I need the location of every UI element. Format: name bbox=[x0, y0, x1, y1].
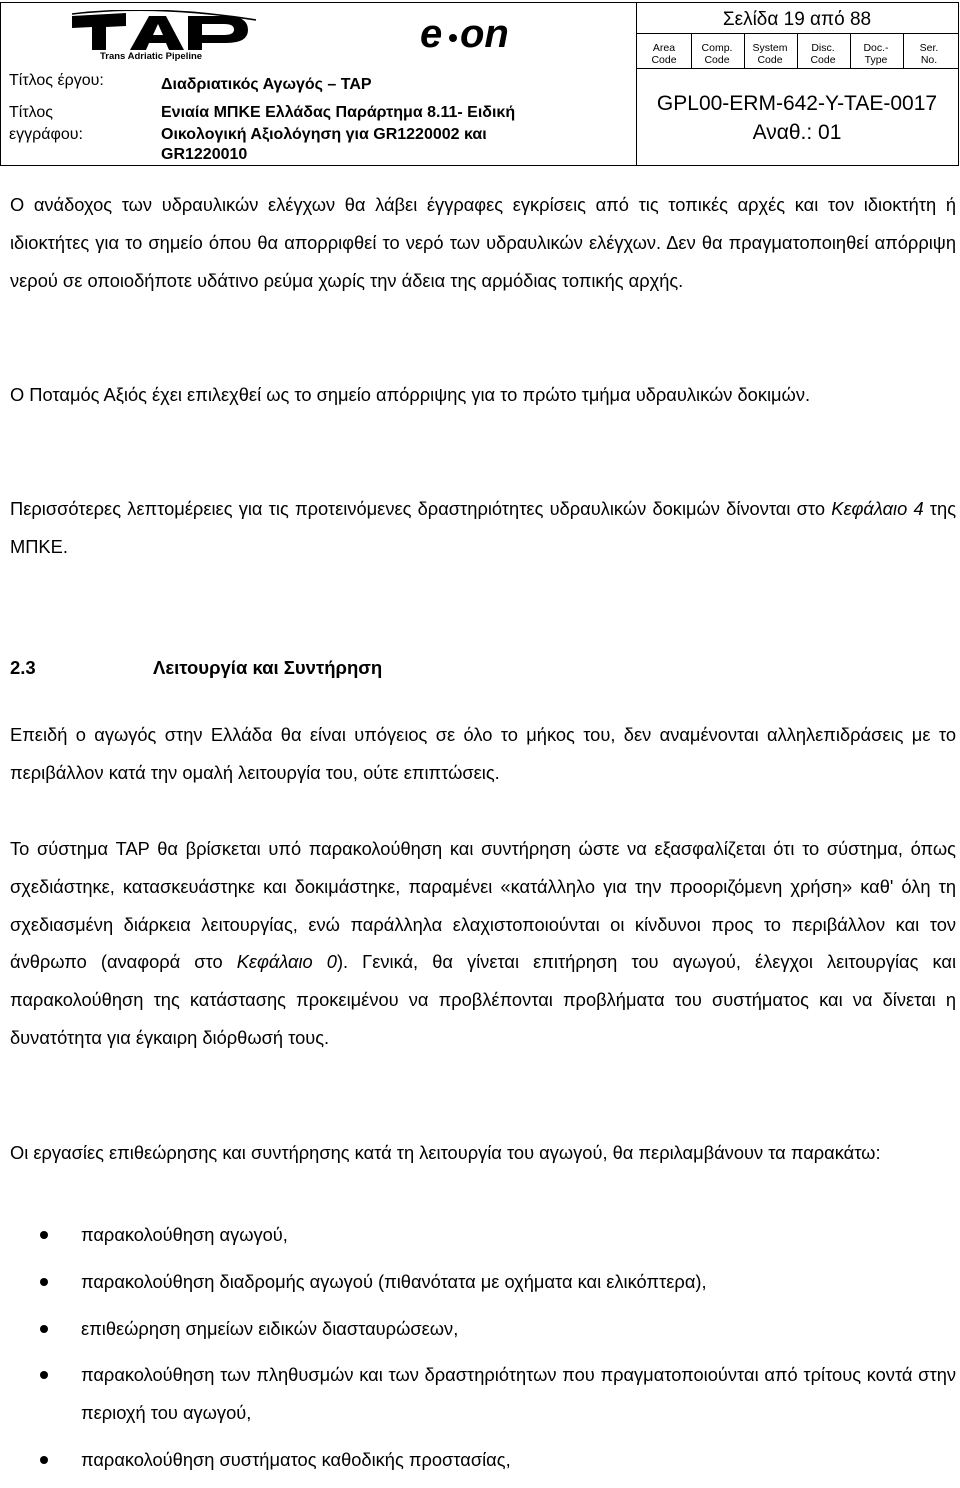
list-item bbox=[0, 1441, 960, 1479]
code-header-line: No. bbox=[920, 54, 938, 66]
section-title: Λειτουργία και Συντήρηση bbox=[153, 657, 383, 678]
code-header-doc-type bbox=[851, 42, 901, 66]
list-item bbox=[0, 1263, 960, 1301]
svg-text:on: on bbox=[460, 14, 509, 56]
code-row-divider bbox=[636, 68, 959, 69]
inspection-task-list bbox=[0, 1216, 960, 1488]
paragraph-further-details bbox=[10, 490, 956, 566]
code-header-line: Code bbox=[810, 54, 836, 66]
paragraph-underground-pipeline: Επειδή ο αγωγός στην Ελλάδα θα είναι υπόγειος σε όλο το μήκος του, δεν αναμένονται αλληλεπιδράσεις με το περιβάλλον κατά την ομαλή λειτουργία του, ούτε επιπτώσεις. bbox=[10, 724, 956, 783]
list-item-text: παρακολούθηση των πληθυσμών και των δραστηριότητων που πραγματοποιούνται από τρίτους κοντά στην περιοχή του αγωγού, bbox=[81, 1364, 956, 1424]
bullet-icon bbox=[40, 1231, 48, 1239]
code-header-ser-no bbox=[904, 42, 954, 66]
page-number: Σελίδα 19 από 88 bbox=[722, 9, 872, 30]
bullet-icon bbox=[40, 1371, 48, 1379]
code-header-line: Code bbox=[757, 54, 783, 66]
document-title-label-2: εγγράφου: bbox=[9, 126, 83, 143]
list-item bbox=[0, 1216, 960, 1254]
header-divider bbox=[636, 2, 637, 166]
paragraph-inspection-tasks: Οι εργασίες επιθεώρησης και συντήρησης κατά τη λειτουργία του αγωγού, θα περιλαμβάνουν τα παρακάτω: bbox=[10, 1142, 881, 1163]
chapter-reference: Κεφάλαιο 0 bbox=[236, 951, 337, 973]
bullet-icon bbox=[40, 1325, 48, 1333]
chapter-reference: Κεφάλαιο 4 bbox=[831, 498, 924, 519]
code-header-line: Comp. bbox=[701, 42, 733, 54]
svg-text:e: e bbox=[420, 14, 443, 56]
tap-tagline: Trans Adriatic Pipeline bbox=[100, 51, 203, 62]
code-header-comp bbox=[692, 42, 742, 66]
code-header-line: System bbox=[752, 42, 788, 54]
paragraph-text: Περισσότερες λεπτομέρειες για τις προτεινόμενες δραστηριότητες υδραυλικών δοκιμών δίνονται στο bbox=[10, 498, 832, 519]
list-item-text: παρακολούθηση αγωγού, bbox=[81, 1224, 288, 1245]
paragraph-axios-river: Ο Ποταμός Αξιός έχει επιλεχθεί ως το σημείο απόρριψης για το πρώτο τμήμα υδραυλικών δοκιμών. bbox=[10, 384, 811, 405]
header-border-right bbox=[958, 2, 959, 166]
header-border-left bbox=[0, 2, 1, 166]
paragraph-monitoring-maintenance bbox=[10, 830, 956, 1057]
code-header-disc bbox=[798, 42, 848, 66]
document-title-label: Τίτλος bbox=[9, 104, 54, 121]
code-header-line: Type bbox=[864, 54, 888, 66]
section-number: 2.3 bbox=[10, 657, 36, 678]
paragraph-text: ). Γενικά, θα γίνεται επιτήρηση του αγωγού, έλεγχοι λειτουργίας και παρακολούθηση της κατάστασης προκειμένου να προβλέπονται προβλήματα του συστήματος και να δίνεται η δυνατότητα για έγκαιρη διόρθωσή τους. bbox=[10, 951, 956, 1048]
eon-logo bbox=[420, 14, 540, 56]
project-title-label: Τίτλος έργου: bbox=[9, 72, 104, 89]
paragraph-text: Το σύστημα TAP θα βρίσκεται υπό παρακολούθηση και συντήρηση ώστε να εξασφαλίζεται ότι το σύστημα, όπως σχεδιάστηκε, κατασκευάστηκε και δοκιμάστηκε, παραμένει «κατάλληλο για την προοριζόμενη χρήση» καθ' όλη τη σχεδιασμένη διάρκεια λειτουργίας, ενώ παράλληλα ελαχιστοποιούνται οι κίνδυνοι προς το περιβάλλον και τον άνθρωπο (αναφορά στο bbox=[10, 838, 956, 973]
document-title-line-3: GR1220010 bbox=[161, 146, 248, 163]
code-header-line: Area bbox=[652, 42, 676, 54]
code-header-line: Disc. bbox=[811, 42, 835, 54]
header-border-top bbox=[0, 2, 959, 3]
bullet-icon bbox=[40, 1278, 48, 1286]
code-header-area bbox=[639, 42, 689, 66]
paragraph-discharge-approvals: Ο ανάδοχος των υδραυλικών ελέγχων θα λάβει έγγραφες εγκρίσεις από τις τοπικές αρχές και τον ιδιοκτήτη ή ιδιοκτήτες για το σημείο όπου θα απορριφθεί το νερό των υδραυλικών ελέγχων. Δεν θα πραγματοποιηθεί απόρριψη νερού σε οποιοδήποτε υδάτινο ρεύμα χωρίς την άδεια της αρμόδιας τοπικής αρχής. bbox=[10, 194, 956, 291]
header-border-bottom bbox=[0, 165, 959, 166]
list-item-text: παρακολούθηση συστήματος καθοδικής προστασίας, bbox=[81, 1448, 511, 1470]
list-item-text: επιθεώρηση σημείων ειδικών διασταυρώσεων, bbox=[81, 1317, 459, 1339]
document-title-line-2: Οικολογική Αξιολόγηση για GR1220002 και bbox=[161, 126, 487, 143]
document-header bbox=[0, 0, 960, 166]
code-header-line: Code bbox=[704, 54, 730, 66]
code-header-line: Code bbox=[651, 54, 677, 66]
document-number: GPL00-ERM-642-Y-TAE-0017 bbox=[656, 92, 938, 115]
list-item-text: παρακολούθηση διαδρομής αγωγού (πιθανότατα με οχήματα και ελικόπτερα), bbox=[81, 1270, 707, 1292]
code-header-system bbox=[745, 42, 795, 66]
document-title-line-1: Ενιαία ΜΠΚΕ Ελλάδας Παράρτημα 8.11- Ειδική bbox=[161, 104, 516, 121]
paragraph-text: της ΜΠΚΕ. bbox=[10, 498, 957, 557]
code-header-line: Ser. bbox=[919, 42, 939, 54]
revision-number: Αναθ.: 01 bbox=[752, 121, 842, 144]
list-item bbox=[0, 1356, 960, 1432]
list-item bbox=[0, 1310, 960, 1348]
bullet-icon bbox=[40, 1456, 48, 1464]
code-header-line: Doc.- bbox=[863, 42, 889, 54]
project-title-value: Διαδριατικός Αγωγός – TAP bbox=[161, 76, 372, 93]
